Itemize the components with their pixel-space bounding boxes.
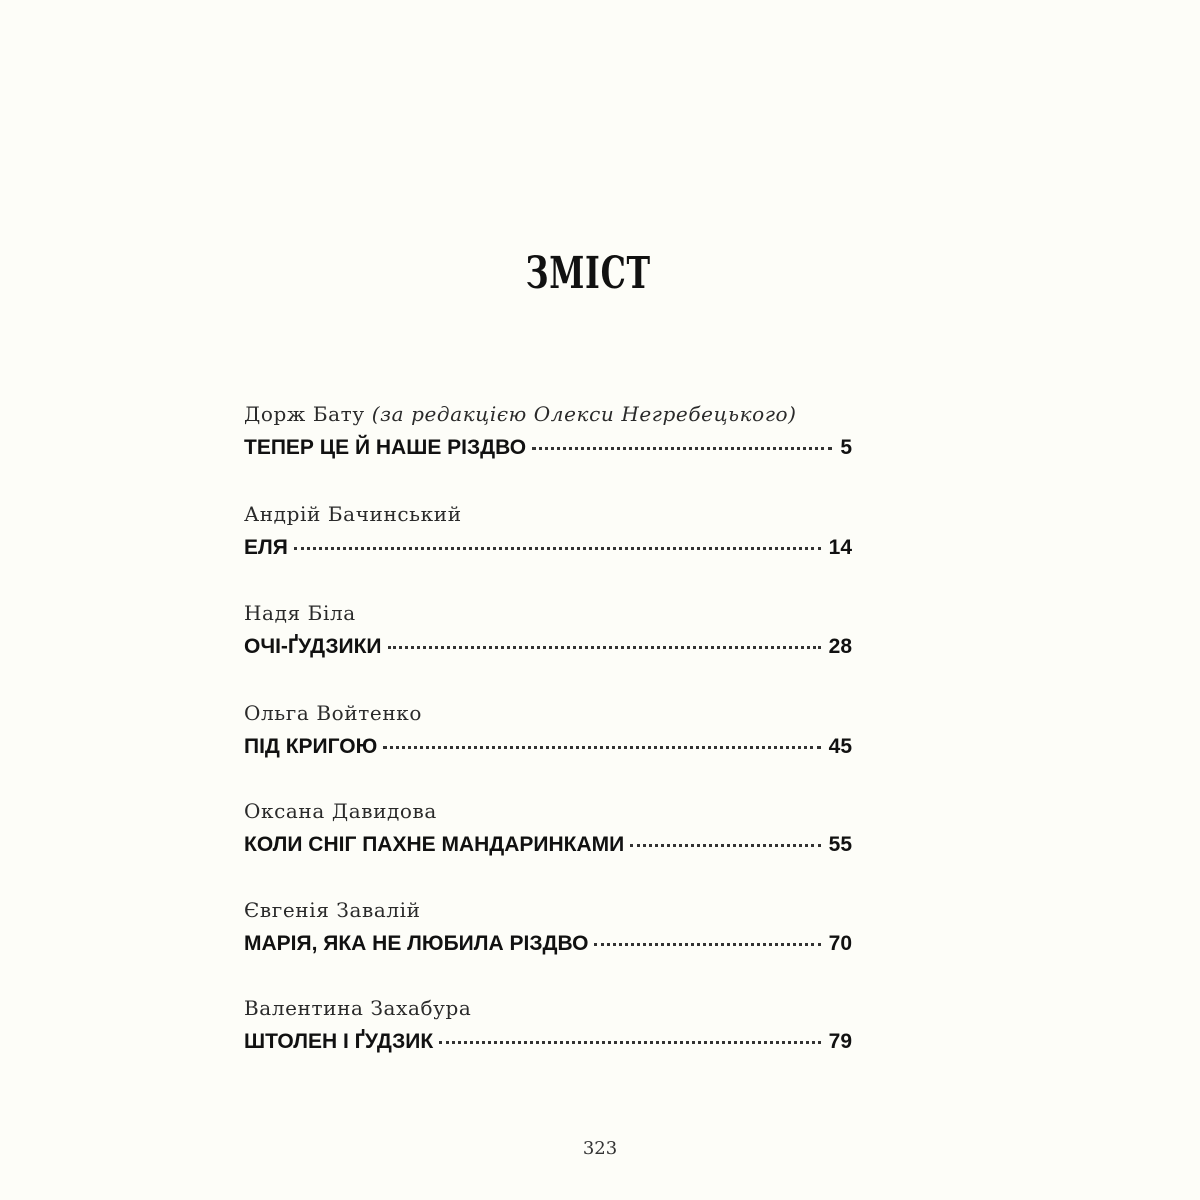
toc-entry-author-line: [244, 402, 852, 426]
toc-entry-title: ТЕПЕР ЦЕ Й НАШЕ РІЗДВО: [244, 436, 527, 459]
toc-entry: [244, 502, 852, 560]
toc-entry-author: Оксана Давидова: [244, 799, 437, 823]
dot-leader: [594, 943, 820, 946]
toc-entry-title-line[interactable]: [244, 735, 852, 759]
toc-entry-author: Валентина Захабура: [244, 996, 472, 1020]
toc-entry-author-line: [244, 996, 852, 1020]
toc-entry-author: Дорж Бату: [244, 402, 365, 426]
toc-entry-author-line: [244, 799, 852, 823]
toc-entry-page: 45: [828, 735, 852, 758]
toc-entry-note: (за редакцією Олекси Негребецького): [371, 402, 797, 426]
toc-entry-author: Андрій Бачинський: [244, 502, 462, 526]
toc-entry-author: Євгенія Завалій: [244, 898, 421, 922]
toc-entry-page: 28: [828, 635, 852, 658]
toc-entry-title-line[interactable]: [244, 635, 852, 659]
toc-entry: [244, 996, 852, 1054]
toc-entry-page: 55: [828, 833, 852, 856]
toc-entry: [244, 402, 852, 460]
toc-entry-page: 79: [828, 1030, 852, 1053]
page-title: ЗМІСТ: [525, 248, 651, 299]
dot-leader: [383, 746, 820, 749]
toc-entry-title-line[interactable]: [244, 1030, 852, 1054]
toc-entry-author: Надя Біла: [244, 601, 356, 625]
toc-entry-title-line[interactable]: [244, 436, 852, 460]
toc-entry-title: МАРІЯ, ЯКА НЕ ЛЮБИЛА РІЗДВО: [244, 932, 589, 955]
toc-entry-title: КОЛИ СНІГ ПАХНЕ МАНДАРИНКАМИ: [244, 833, 625, 856]
toc-entry: [244, 799, 852, 857]
toc-entry: [244, 601, 852, 659]
toc-entry-author-line: [244, 601, 852, 625]
toc-entry-title: ПІД КРИГОЮ: [244, 735, 378, 758]
toc-entry-page: 5: [840, 436, 852, 459]
page-number: 323: [582, 1138, 618, 1159]
dot-leader: [630, 844, 820, 847]
dot-leader: [439, 1041, 821, 1044]
toc-entry-title: ЕЛЯ: [244, 536, 288, 559]
toc-entry-title-line[interactable]: [244, 833, 852, 857]
toc-entry-page: 70: [828, 932, 852, 955]
dot-leader: [294, 547, 821, 550]
toc-entry-title-line[interactable]: [244, 932, 852, 956]
toc-entry-title: ШТОЛЕН І ҐУДЗИК: [244, 1030, 434, 1053]
toc-entry-page: 14: [828, 536, 852, 559]
toc-entry: [244, 701, 852, 759]
dot-leader: [532, 447, 832, 450]
toc-entry-author-line: [244, 898, 852, 922]
toc-entry-author-line: [244, 502, 852, 526]
toc-entry-title: ОЧІ-ҐУДЗИКИ: [244, 635, 382, 658]
toc-entry-author-line: [244, 701, 852, 725]
dot-leader: [388, 646, 821, 649]
toc-entry: [244, 898, 852, 956]
toc-entry-title-line[interactable]: [244, 536, 852, 560]
toc-entry-author: Ольга Войтенко: [244, 701, 422, 725]
